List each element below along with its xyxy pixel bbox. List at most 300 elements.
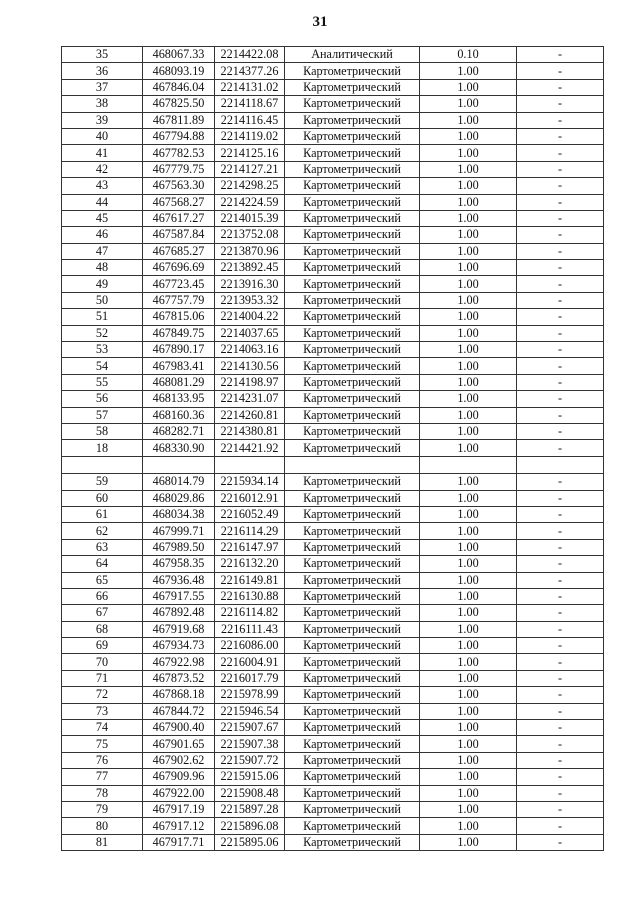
x-coordinate-cell: 467723.45 [143,276,215,292]
x-coordinate-cell: 468330.90 [143,440,215,456]
method-cell: Картометрический [285,423,420,439]
y-coordinate-cell: 2214037.65 [215,325,285,341]
x-coordinate-cell: 467568.27 [143,194,215,210]
y-coordinate-cell: 2214015.39 [215,210,285,226]
accuracy-cell: 1.00 [420,276,517,292]
x-coordinate-cell: 467779.75 [143,161,215,177]
point-number-cell: 60 [62,490,143,506]
table-row [62,128,604,144]
accuracy-cell: 1.00 [420,834,517,850]
method-cell: Картометрический [285,342,420,358]
method-cell: Картометрический [285,474,420,490]
point-number-cell: 50 [62,292,143,308]
accuracy-cell: 1.00 [420,736,517,752]
y-coordinate-cell: 2216147.97 [215,539,285,555]
point-number-cell: 66 [62,588,143,604]
method-cell: Картометрический [285,63,420,79]
note-cell: - [517,801,604,817]
accuracy-cell: 1.00 [420,194,517,210]
table-row [62,539,604,555]
point-number-cell: 46 [62,227,143,243]
x-coordinate-cell: 467999.71 [143,523,215,539]
accuracy-cell: 1.00 [420,292,517,308]
y-coordinate-cell: 2216017.79 [215,670,285,686]
accuracy-cell: 1.00 [420,440,517,456]
accuracy-cell: 1.00 [420,638,517,654]
note-cell: - [517,96,604,112]
note-cell: - [517,112,604,128]
accuracy-cell: 1.00 [420,801,517,817]
y-coordinate-cell: 2216114.29 [215,523,285,539]
method-cell: Картометрический [285,178,420,194]
method-cell: Картометрический [285,276,420,292]
table-row [62,785,604,801]
table-row [62,621,604,637]
y-coordinate-cell: 2216004.91 [215,654,285,670]
x-coordinate-cell: 467815.06 [143,309,215,325]
note-cell: - [517,391,604,407]
method-cell: Картометрический [285,292,420,308]
table-row [62,276,604,292]
note-cell: - [517,785,604,801]
note-cell: - [517,292,604,308]
accuracy-cell: 1.00 [420,703,517,719]
point-number-cell: 44 [62,194,143,210]
x-coordinate-cell: 467922.98 [143,654,215,670]
note-cell: - [517,654,604,670]
y-coordinate-cell: 2214231.07 [215,391,285,407]
x-coordinate-cell: 467919.68 [143,621,215,637]
method-cell: Картометрический [285,539,420,555]
table-row [62,96,604,112]
y-coordinate-cell: 2214260.81 [215,407,285,423]
accuracy-cell: 1.00 [420,145,517,161]
accuracy-cell: 1.00 [420,407,517,423]
point-number-cell: 38 [62,96,143,112]
accuracy-cell: 1.00 [420,161,517,177]
accuracy-cell: 1.00 [420,309,517,325]
method-cell: Картометрический [285,374,420,390]
y-coordinate-cell: 2216052.49 [215,506,285,522]
note-cell: - [517,79,604,95]
method-cell: Картометрический [285,79,420,95]
accuracy-cell: 1.00 [420,96,517,112]
y-coordinate-cell: 2216086.00 [215,638,285,654]
note-cell: - [517,588,604,604]
table-row [62,605,604,621]
table-row [62,342,604,358]
point-number-cell: 58 [62,423,143,439]
accuracy-cell: 1.00 [420,588,517,604]
note-cell: - [517,440,604,456]
point-number-cell: 57 [62,407,143,423]
y-coordinate-cell: 2214119.02 [215,128,285,144]
y-coordinate-cell: 2214130.56 [215,358,285,374]
note-cell: - [517,358,604,374]
note-cell: - [517,145,604,161]
method-cell: Картометрический [285,325,420,341]
point-number-cell: 41 [62,145,143,161]
table-row [62,752,604,768]
x-coordinate-cell: 468014.79 [143,474,215,490]
y-coordinate-cell: 2214063.16 [215,342,285,358]
table-row [62,440,604,456]
table-row [62,374,604,390]
method-cell: Картометрический [285,670,420,686]
accuracy-cell: 1.00 [420,687,517,703]
note-cell: - [517,243,604,259]
note-cell: - [517,720,604,736]
point-number-cell: 42 [62,161,143,177]
note-cell: - [517,638,604,654]
x-coordinate-cell: 467757.79 [143,292,215,308]
table-row [62,358,604,374]
x-coordinate-cell: 468034.38 [143,506,215,522]
x-coordinate-cell: 468081.29 [143,374,215,390]
y-coordinate-cell: 2214224.59 [215,194,285,210]
note-cell: - [517,423,604,439]
method-cell: Картометрический [285,654,420,670]
table-row [62,687,604,703]
table-row [62,112,604,128]
separator-row [62,456,604,473]
accuracy-cell: 1.00 [420,720,517,736]
method-cell: Картометрический [285,194,420,210]
point-number-cell: 52 [62,325,143,341]
table-row [62,243,604,259]
method-cell: Картометрический [285,687,420,703]
note-cell: - [517,227,604,243]
accuracy-cell: 1.00 [420,474,517,490]
note-cell: - [517,309,604,325]
point-number-cell: 62 [62,523,143,539]
y-coordinate-cell: 2215896.08 [215,818,285,834]
note-cell: - [517,325,604,341]
point-number-cell: 73 [62,703,143,719]
coordinates-table-body [62,47,604,851]
note-cell: - [517,407,604,423]
point-number-cell: 43 [62,178,143,194]
point-number-cell: 79 [62,801,143,817]
note-cell: - [517,342,604,358]
accuracy-cell: 1.00 [420,128,517,144]
accuracy-cell: 1.00 [420,654,517,670]
y-coordinate-cell: 2213916.30 [215,276,285,292]
y-coordinate-cell: 2213752.08 [215,227,285,243]
x-coordinate-cell: 467902.62 [143,752,215,768]
table-row [62,654,604,670]
x-coordinate-cell: 467794.88 [143,128,215,144]
method-cell: Картометрический [285,703,420,719]
method-cell: Картометрический [285,752,420,768]
table-row [62,638,604,654]
table-row [62,161,604,177]
accuracy-cell: 1.00 [420,572,517,588]
x-coordinate-cell: 467909.96 [143,769,215,785]
accuracy-cell: 1.00 [420,490,517,506]
method-cell: Картометрический [285,490,420,506]
note-cell: - [517,490,604,506]
accuracy-cell: 1.00 [420,374,517,390]
note-cell: - [517,178,604,194]
method-cell: Картометрический [285,506,420,522]
table-row [62,194,604,210]
x-coordinate-cell: 467844.72 [143,703,215,719]
x-coordinate-cell: 468029.86 [143,490,215,506]
x-coordinate-cell: 467849.75 [143,325,215,341]
accuracy-cell: 1.00 [420,178,517,194]
note-cell: - [517,736,604,752]
y-coordinate-cell: 2215915.06 [215,769,285,785]
accuracy-cell: 1.00 [420,210,517,226]
note-cell: - [517,572,604,588]
y-coordinate-cell: 2214116.45 [215,112,285,128]
table-row [62,260,604,276]
y-coordinate-cell: 2214422.08 [215,47,285,63]
table-row [62,210,604,226]
y-coordinate-cell: 2214118.67 [215,96,285,112]
method-cell: Картометрический [285,556,420,572]
table-row [62,325,604,341]
point-number-cell: 65 [62,572,143,588]
method-cell: Картометрический [285,210,420,226]
x-coordinate-cell: 467825.50 [143,96,215,112]
note-cell: - [517,670,604,686]
y-coordinate-cell: 2215934.14 [215,474,285,490]
point-number-cell: 71 [62,670,143,686]
accuracy-cell: 1.00 [420,358,517,374]
method-cell: Картометрический [285,309,420,325]
point-number-cell: 51 [62,309,143,325]
accuracy-cell: 1.00 [420,556,517,572]
accuracy-cell: 1.00 [420,785,517,801]
page-number: 31 [312,14,328,30]
point-number-cell: 40 [62,128,143,144]
y-coordinate-cell: 2214380.81 [215,423,285,439]
table-row [62,834,604,850]
point-number-cell: 78 [62,785,143,801]
y-coordinate-cell: 2216149.81 [215,572,285,588]
x-coordinate-cell: 467873.52 [143,670,215,686]
y-coordinate-cell: 2216132.20 [215,556,285,572]
point-number-cell: 75 [62,736,143,752]
method-cell: Картометрический [285,358,420,374]
accuracy-cell: 1.00 [420,260,517,276]
point-number-cell: 63 [62,539,143,555]
point-number-cell: 47 [62,243,143,259]
note-cell: - [517,769,604,785]
x-coordinate-cell: 468282.71 [143,423,215,439]
x-coordinate-cell: 467868.18 [143,687,215,703]
method-cell: Картометрический [285,440,420,456]
point-number-cell: 48 [62,260,143,276]
method-cell: Картометрический [285,96,420,112]
note-cell: - [517,621,604,637]
table-row [62,769,604,785]
method-cell: Картометрический [285,818,420,834]
point-number-cell: 18 [62,440,143,456]
table-row [62,423,604,439]
point-number-cell: 49 [62,276,143,292]
point-number-cell: 69 [62,638,143,654]
note-cell: - [517,818,604,834]
method-cell: Картометрический [285,638,420,654]
y-coordinate-cell: 2214377.26 [215,63,285,79]
table-row [62,703,604,719]
x-coordinate-cell [143,456,215,473]
note-cell: - [517,605,604,621]
y-coordinate-cell: 2215907.72 [215,752,285,768]
method-cell [285,456,420,473]
y-coordinate-cell: 2216111.43 [215,621,285,637]
x-coordinate-cell: 468160.36 [143,407,215,423]
method-cell: Картометрический [285,128,420,144]
x-coordinate-cell: 467782.53 [143,145,215,161]
point-number-cell: 61 [62,506,143,522]
method-cell: Картометрический [285,260,420,276]
x-coordinate-cell: 467983.41 [143,358,215,374]
method-cell: Картометрический [285,572,420,588]
note-cell: - [517,63,604,79]
table-row [62,292,604,308]
accuracy-cell: 1.00 [420,670,517,686]
table-row [62,227,604,243]
y-coordinate-cell: 2215907.38 [215,736,285,752]
note-cell [517,456,604,473]
note-cell: - [517,556,604,572]
y-coordinate-cell [215,456,285,473]
table-row [62,801,604,817]
y-coordinate-cell: 2214125.16 [215,145,285,161]
table-row [62,670,604,686]
x-coordinate-cell: 467696.69 [143,260,215,276]
x-coordinate-cell: 467917.12 [143,818,215,834]
table-row [62,47,604,63]
accuracy-cell: 1.00 [420,391,517,407]
table-row [62,818,604,834]
accuracy-cell: 1.00 [420,342,517,358]
method-cell: Картометрический [285,785,420,801]
method-cell: Картометрический [285,736,420,752]
accuracy-cell: 0.10 [420,47,517,63]
method-cell: Картометрический [285,391,420,407]
y-coordinate-cell: 2214421.92 [215,440,285,456]
y-coordinate-cell: 2215897.28 [215,801,285,817]
accuracy-cell: 1.00 [420,325,517,341]
method-cell: Картометрический [285,243,420,259]
x-coordinate-cell: 467922.00 [143,785,215,801]
x-coordinate-cell: 467900.40 [143,720,215,736]
accuracy-cell: 1.00 [420,539,517,555]
x-coordinate-cell: 467936.48 [143,572,215,588]
table-row [62,490,604,506]
method-cell: Картометрический [285,605,420,621]
accuracy-cell: 1.00 [420,769,517,785]
accuracy-cell: 1.00 [420,423,517,439]
note-cell: - [517,506,604,522]
point-number-cell: 56 [62,391,143,407]
accuracy-cell: 1.00 [420,112,517,128]
method-cell: Картометрический [285,801,420,817]
note-cell: - [517,539,604,555]
x-coordinate-cell: 468093.19 [143,63,215,79]
note-cell: - [517,194,604,210]
x-coordinate-cell: 467811.89 [143,112,215,128]
accuracy-cell [420,456,517,473]
method-cell: Картометрический [285,769,420,785]
method-cell: Картометрический [285,161,420,177]
point-number-cell: 37 [62,79,143,95]
accuracy-cell: 1.00 [420,818,517,834]
accuracy-cell: 1.00 [420,752,517,768]
method-cell: Картометрический [285,834,420,850]
x-coordinate-cell: 467846.04 [143,79,215,95]
method-cell: Аналитический [285,47,420,63]
method-cell: Картометрический [285,407,420,423]
x-coordinate-cell: 468067.33 [143,47,215,63]
point-number-cell: 54 [62,358,143,374]
accuracy-cell: 1.00 [420,227,517,243]
method-cell: Картометрический [285,227,420,243]
accuracy-cell: 1.00 [420,63,517,79]
table-row [62,145,604,161]
accuracy-cell: 1.00 [420,79,517,95]
coordinates-table [61,46,604,851]
table-row [62,556,604,572]
point-number-cell: 72 [62,687,143,703]
x-coordinate-cell: 467917.19 [143,801,215,817]
point-number-cell: 36 [62,63,143,79]
y-coordinate-cell: 2215895.06 [215,834,285,850]
y-coordinate-cell: 2214131.02 [215,79,285,95]
table-row [62,572,604,588]
note-cell: - [517,703,604,719]
table-row [62,178,604,194]
x-coordinate-cell: 467917.55 [143,588,215,604]
point-number-cell: 59 [62,474,143,490]
note-cell: - [517,47,604,63]
x-coordinate-cell: 467563.30 [143,178,215,194]
note-cell: - [517,834,604,850]
point-number-cell: 74 [62,720,143,736]
table-row [62,736,604,752]
point-number-cell: 80 [62,818,143,834]
method-cell: Картометрический [285,112,420,128]
y-coordinate-cell: 2215908.48 [215,785,285,801]
accuracy-cell: 1.00 [420,523,517,539]
note-cell: - [517,523,604,539]
note-cell: - [517,210,604,226]
table-row [62,474,604,490]
note-cell: - [517,161,604,177]
note-cell: - [517,260,604,276]
y-coordinate-cell: 2214127.21 [215,161,285,177]
x-coordinate-cell: 467890.17 [143,342,215,358]
point-number-cell: 35 [62,47,143,63]
table-row [62,588,604,604]
x-coordinate-cell: 467685.27 [143,243,215,259]
point-number-cell: 53 [62,342,143,358]
point-number-cell: 77 [62,769,143,785]
y-coordinate-cell: 2215978.99 [215,687,285,703]
y-coordinate-cell: 2213953.32 [215,292,285,308]
table-row [62,720,604,736]
table-row [62,391,604,407]
method-cell: Картометрический [285,523,420,539]
accuracy-cell: 1.00 [420,621,517,637]
x-coordinate-cell: 467917.71 [143,834,215,850]
note-cell: - [517,128,604,144]
